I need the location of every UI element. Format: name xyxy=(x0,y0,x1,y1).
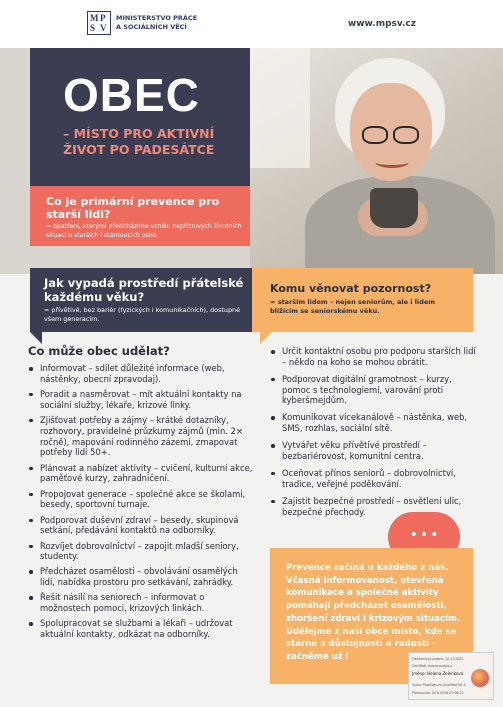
attention-box xyxy=(252,268,473,332)
mpsv-logo: M P S V xyxy=(87,11,111,35)
ministry-name-line2: A SOCIÁLNÍCH VĚCÍ xyxy=(116,23,187,31)
prevention-box xyxy=(30,186,250,246)
list-item: Předcházet osamělosti – obvolávání osamělých lidí, nabídka prostoru pro setkávání, zahrádky. xyxy=(28,566,253,588)
page-title: OBEC xyxy=(63,69,200,121)
list-item: Poradit a nasměrovat – mít aktuální kontakty na sociální služby, lékaře, krizové linky. xyxy=(28,389,253,411)
electronic-signature-stamp xyxy=(408,652,494,700)
page-subtitle: – MÍSTO PRO AKTIVNÍ ŽIVOT PO PADESÁTCE xyxy=(63,126,215,157)
ministry-name-line1: MINISTERSTVO PRÁCE xyxy=(116,14,198,22)
actions-heading: Co může obec udělat? xyxy=(28,344,170,358)
attention-box-tail xyxy=(260,332,272,344)
actions-list-left xyxy=(28,363,253,640)
list-item: Zajistit bezpečné prostředí – osvětlení ulic, bezpečné přechody. xyxy=(270,496,480,518)
environment-answer: = přívětivé, bez bariér (fyzických i komunikačních), dostupné všem generacím. xyxy=(44,306,241,323)
list-item: Komunikovat vícekanálově – nástěnka, web, SMS, rozhlas, sociální sítě. xyxy=(270,412,480,434)
stamp-line: Jméno: Helena Zelenková xyxy=(412,671,464,676)
environment-box xyxy=(30,268,252,332)
site-url: www.mpsv.cz xyxy=(347,19,416,29)
environment-question: Jak vypadá prostředí přátelské každému věku? xyxy=(44,276,244,304)
environment-box-tail xyxy=(30,332,42,344)
stamp-line: Vydal: PostSignum Qualified CA 4 xyxy=(412,683,466,687)
title-block xyxy=(30,48,250,202)
stamp-line: Elektronický podpis: 12.12.2025 xyxy=(412,657,464,661)
list-item: Určit kontaktní osobu pro podporu starších lidí – někdo na koho se mohou obrátit. xyxy=(270,346,480,368)
attention-question: Komu věnovat pozornost? xyxy=(270,282,432,295)
list-item: Rozvíjet dobrovolnictví – zapojit mladší seniory, studenty. xyxy=(28,541,253,563)
ministry-name xyxy=(116,14,226,32)
list-item: Řešit násilí na seniorech – informovat o možnostech pomoci, krizových linkách. xyxy=(28,592,253,614)
stamp-line: Platnost do: 20.6.2026 07:08:20 xyxy=(412,691,464,695)
prevention-answer: = opatření, kterými předcházíme vzniku nepříznivých životních situací u starších i stárnoucích osob. xyxy=(46,223,242,239)
prevention-question: Co je primární prevence pro starší lidi? xyxy=(46,195,220,221)
list-item: Vytvářet věku přívětivé prostředí – bezbariérovost, komunitní centra. xyxy=(270,440,480,462)
senior-woman-photo xyxy=(250,48,503,274)
bubble-dots: ••• xyxy=(409,527,441,543)
list-item: Plánovat a nabízet aktivity – cvičení, kulturní akce, paměťové kurzy, zahradničení. xyxy=(28,463,253,485)
actions-left-column xyxy=(28,344,253,644)
list-item: Podporovat duševní zdraví – besedy, skupinová setkání, předávání kontaktů na odborníky. xyxy=(28,515,253,537)
list-item: Propojovat generace – společné akce se školami, besedy, sportovní turnaje. xyxy=(28,489,253,511)
list-item: Oceňovat přínos seniorů – dobrovolnictví, tradice, veřejné poděkování. xyxy=(270,468,480,490)
signature-seal-icon xyxy=(471,669,489,687)
actions-right-column xyxy=(270,346,480,523)
list-item: Zjišťovat potřeby a zájmy – krátké dotazníky, rozhovory, pravidelné průzkumy zájmů (min. 2× ročně), mapování rodinného zázemí, zmapovat potřeby lidí 50+. xyxy=(28,415,253,458)
actions-list-right xyxy=(270,346,480,517)
stamp-line: Certifikát autora podpisu: xyxy=(412,664,453,668)
list-item: Informovat – sdílet důležité informace (web, nástěnky, obecní zpravodaj). xyxy=(28,363,253,385)
attention-answer: = starším lidem – nejen seniorům, ale i lidem blížícím se seniorskému věku. xyxy=(270,298,436,315)
cta-text: Prevence začíná u každého z nás. Včasná informovanost, otevřená komunikace a společné aktivity pomáhají předcházet osamělosti, zhoršení zdraví i krizovým situacím. Udělejme z naší obce místo, kde se stárne s důstojností a radostí – začněme už i xyxy=(286,563,461,662)
list-item: Podporovat digitální gramotnost – kurzy, pomoc s technologiemi, varování proti kyberšmejdům. xyxy=(270,374,480,406)
header xyxy=(0,0,503,48)
list-item: Spolupracovat se službami a lékaři – udržovat aktuální kontakty, odkázat na odborníky. xyxy=(28,618,253,640)
